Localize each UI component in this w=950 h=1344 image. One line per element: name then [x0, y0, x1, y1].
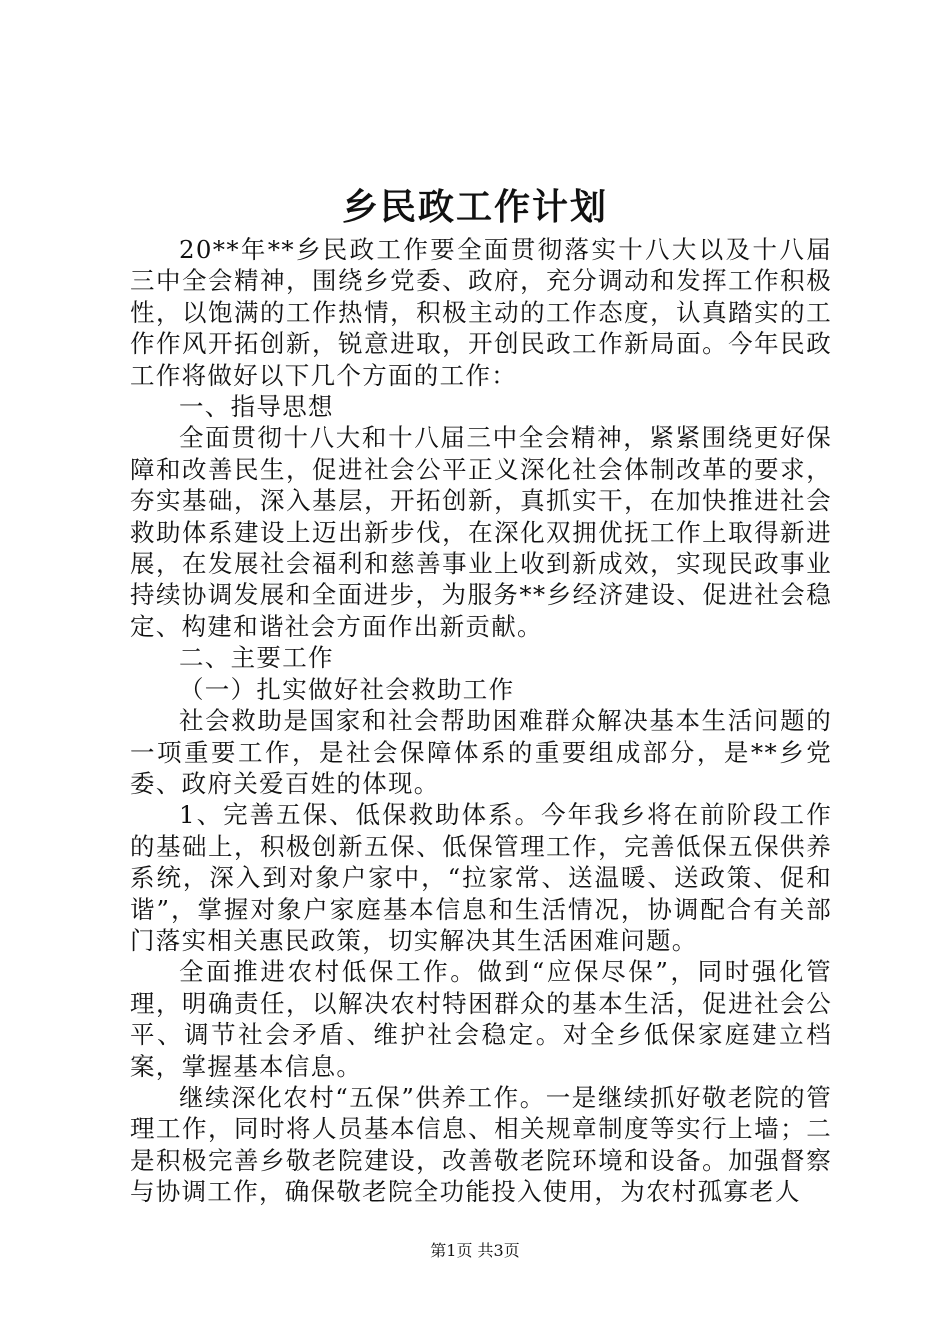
- paragraph-wubao: 继续深化农村“五保”供养工作。一是继续抓好敬老院的管理工作，同时将人员基本信息、相关规章制度等实行上墙；二是积极完善乡敬老院建设，改善敬老院环境和设备。加强督察与协调工作，确保敬老院全功能投入使用，为农村孤寡老人: [130, 1082, 832, 1207]
- paragraph-guiding-thought: 全面贯彻十八大和十八届三中全会精神，紧紧围绕更好保障和改善民生，促进社会公平正义深化社会体制改革的要求，夯实基础，深入基层，开拓创新，真抓实干，在加快推进社会救助体系建设上迈出新步伐，在深化双拥优抚工作上取得新进展，在发展社会福利和慈善事业上收到新成效，实现民政事业持续协调发展和全面进步，为服务**乡经济建设、促进社会稳定、构建和谐社会方面作出新贡献。: [130, 423, 832, 641]
- page-footer: 第1页 共3页: [430, 1241, 520, 1260]
- heading-guiding-thought: 一、指导思想: [179, 392, 334, 422]
- subheading-social-assistance: （一）扎实做好社会救助工作: [179, 674, 515, 704]
- heading-main-work: 二、主要工作: [179, 643, 334, 673]
- paragraph-rural-dibao: 全面推进农村低保工作。做到“应保尽保”，同时强化管理，明确责任，以解决农村特困群众的基本生活，促进社会公平、调节社会矛盾、维护社会稳定。对全乡低保家庭建立档案，掌握基本信息。: [130, 957, 832, 1081]
- document-body: [130, 234, 832, 1208]
- paragraph-item-1: 1、完善五保、低保救助体系。今年我乡将在前阶段工作的基础上，积极创新五保、低保管理工作，完善低保五保供养系统，深入到对象户家中，“拉家常、送温暖、送政策、促和谐”，掌握对象户家庭基本信息和生活情况，协调配合有关部门落实相关惠民政策，切实解决其生活困难问题。: [130, 800, 832, 955]
- paragraph-social-assistance: 社会救助是国家和社会帮助困难群众解决基本生活问题的一项重要工作，是社会保障体系的重要组成部分，是**乡党委、政府关爱百姓的体现。: [130, 706, 832, 798]
- document-title: 乡民政工作计划: [341, 186, 608, 228]
- paragraph-intro: 20**年**乡民政工作要全面贯彻落实十八大以及十八届三中全会精神，围绕乡党委、政府，充分调动和发挥工作积极性，以饱满的工作热情，积极主动的工作态度，认真踏实的工作作风开拓创新，锐意进取，开创民政工作新局面。今年民政工作将做好以下几个方面的工作：: [130, 235, 832, 390]
